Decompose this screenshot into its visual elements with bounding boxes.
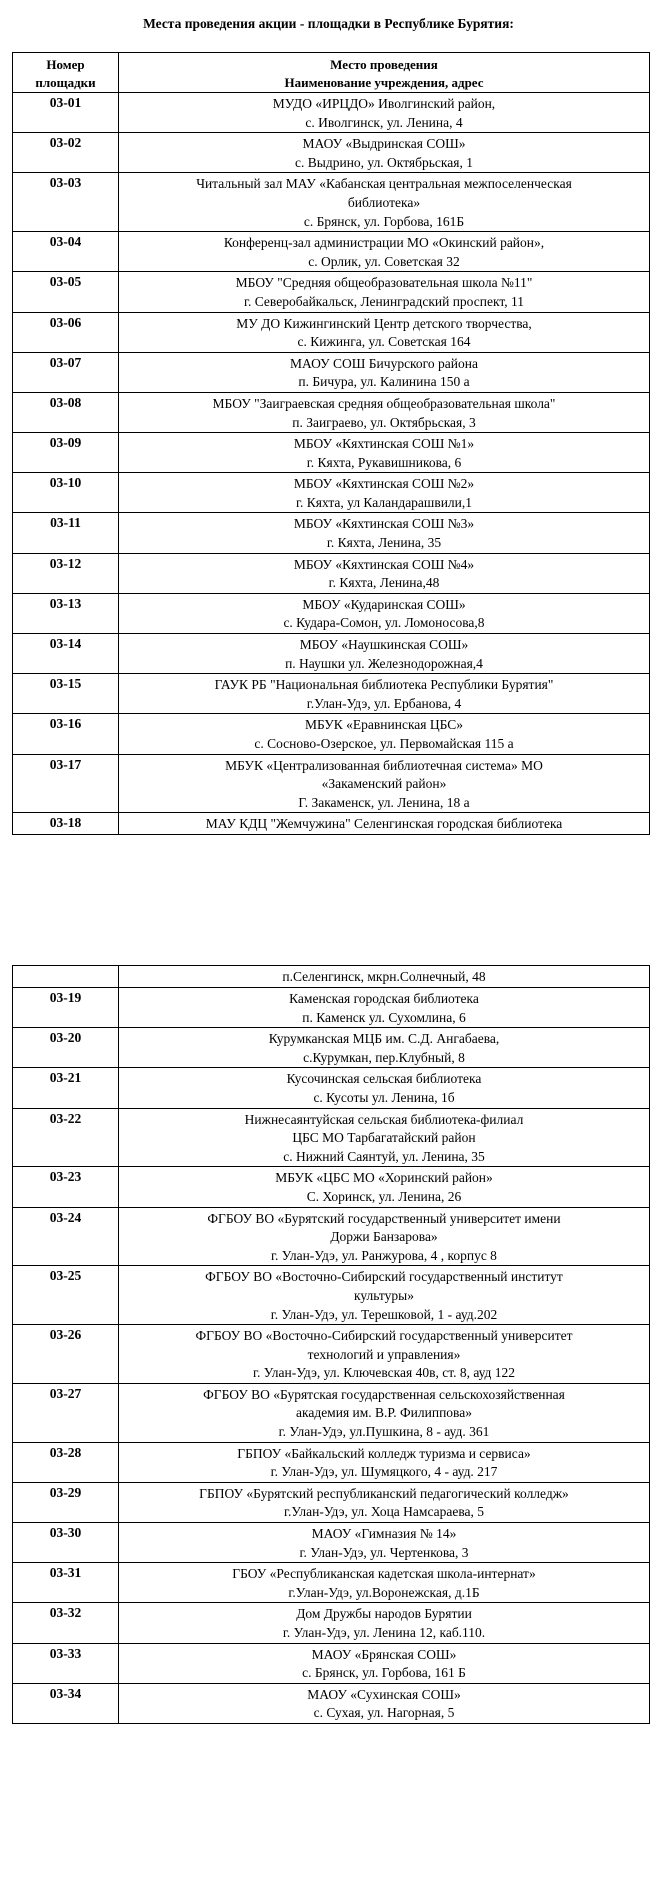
venue-number: 03-29: [13, 1482, 119, 1522]
venue-place-line: технологий и управления»: [307, 1346, 461, 1362]
venue-place: [119, 634, 650, 674]
table-row: [13, 813, 650, 835]
venue-place: [119, 1383, 650, 1442]
venue-number: 03-09: [13, 433, 119, 473]
table-row: [13, 1683, 650, 1723]
venue-place-line: г. Улан-Удэ, ул. Ленина 12, каб.110.: [282, 1625, 486, 1640]
venue-place-line: г. Улан-Удэ, ул.Пушкина, 8 - ауд. 361: [278, 1424, 490, 1440]
venue-place-line: МАОУ «Брянская СОШ»: [311, 1646, 457, 1662]
venue-place-line: с. Выдрино, ул. Октябрьская, 1: [295, 154, 473, 170]
table-row: [13, 714, 650, 754]
venue-place: [119, 133, 650, 173]
table-row: [13, 1523, 650, 1563]
venue-number: 03-15: [13, 674, 119, 714]
venue-place-line: ЦБС МО Тарбагатайский район: [292, 1130, 476, 1146]
venue-number: 03-20: [13, 1028, 119, 1068]
venue-place-line: МБУК «ЦБС МО «Хоринский район»: [275, 1170, 493, 1186]
venue-number: 03-25: [13, 1266, 119, 1325]
venue-place: [119, 433, 650, 473]
table-row: [13, 966, 650, 988]
venue-number: [13, 966, 119, 988]
venue-place-line: п. Заиграево, ул. Октябрьская, 3: [292, 414, 476, 430]
venue-number: 03-06: [13, 312, 119, 352]
table-row: [13, 553, 650, 593]
venue-place-line: г. Кяхта, Ленина,48: [328, 575, 440, 591]
venue-place: [119, 473, 650, 513]
table-row: [13, 1108, 650, 1167]
venue-place-line: МАУ КДЦ "Жемчужина" Селенгинская городская библиотека: [205, 816, 563, 832]
venue-place-line: Каменская городская библиотека: [289, 991, 479, 1006]
venue-number: 03-11: [13, 513, 119, 553]
table-row: [13, 1383, 650, 1442]
venue-place-line: МАОУ СОШ Бичурского района: [290, 355, 478, 371]
venue-place-line: академия им. В.Р. Филиппова»: [295, 1405, 472, 1421]
venue-place: [119, 1603, 650, 1643]
venue-number: 03-31: [13, 1563, 119, 1603]
venue-place-line: Г. Закаменск, ул. Ленина, 18 а: [298, 794, 470, 810]
venue-place-line: с. Орлик, ул. Советская 32: [308, 253, 460, 269]
header-number: [13, 53, 119, 93]
venue-place-line: с. Сухая, ул. Нагорная, 5: [313, 1705, 455, 1721]
venue-place-line: МБОУ "Средняя общеобразовательная школа №11": [235, 275, 533, 291]
venue-place-line: г. Кяхта, Ленина, 35: [326, 535, 442, 551]
table-row: [13, 392, 650, 432]
venue-place-line: МАОУ «Гимназия № 14»: [311, 1526, 457, 1542]
venue-place-line: г.Улан-Удэ, ул.Воронежская, д.1Б: [288, 1584, 480, 1600]
venue-place-line: Кусочинская сельская библиотека: [286, 1071, 482, 1087]
table-row: [13, 754, 650, 813]
venue-place-line: г.Улан-Удэ, ул. Ербанова, 4: [306, 695, 462, 711]
venue-place-line: г. Северобайкальск, Ленинградский проспект, 11: [244, 293, 524, 309]
venue-place-line: МБОУ «Кяхтинская СОШ №4»: [293, 556, 475, 572]
venue-place-line: г. Улан-Удэ, ул. Терешковой, 1 - ауд.202: [270, 1306, 498, 1322]
venue-place-line: ГАУК РБ "Национальная библиотека Республики Бурятия": [214, 677, 554, 693]
header-place: [119, 53, 650, 93]
venue-number: 03-28: [13, 1442, 119, 1482]
venue-place: [119, 352, 650, 392]
table-row: [13, 1068, 650, 1108]
venue-place: [119, 392, 650, 432]
venue-number: 03-34: [13, 1683, 119, 1723]
venue-number: 03-30: [13, 1523, 119, 1563]
venue-place-line: МБОУ «Кяхтинская СОШ №1»: [293, 436, 475, 452]
venue-place-line: МБОУ "Заиграевская средняя общеобразовательная школа": [212, 395, 556, 411]
venue-place: [119, 553, 650, 593]
header-number-line-2: площадки: [35, 75, 96, 90]
table-row: [13, 433, 650, 473]
venue-place-line: МАОУ «Сухинская СОШ»: [307, 1686, 461, 1702]
venue-place-line: МБОУ «Кударинская СОШ»: [302, 596, 466, 612]
venue-place-line: культуры»: [354, 1287, 414, 1303]
venue-place-line: г. Улан-Удэ, ул. Ранжурова, 4 , корпус 8: [271, 1247, 497, 1263]
venue-place-line: МУ ДО Кижингинский Центр детского творчества,: [236, 315, 532, 331]
venue-place-line: г. Кяхта, ул Каландарашвили,1: [295, 494, 473, 510]
venue-place-line: с.Курумкан, пер.Клубный, 8: [303, 1049, 465, 1065]
table-row: [13, 1266, 650, 1325]
table-row: [13, 272, 650, 312]
venue-place: [119, 232, 650, 272]
venue-number: 03-10: [13, 473, 119, 513]
venue-place: [119, 1068, 650, 1108]
venue-place-line: Конференц-зал администрации МО «Окинский район»,: [223, 235, 545, 251]
venue-place-line: с. Иволгинск, ул. Ленина, 4: [305, 114, 463, 130]
venue-place-line: ГБПОУ «Байкальский колледж туризма и сервиса»: [237, 1445, 531, 1461]
table-row: [13, 173, 650, 232]
venue-place-line: МУДО «ИРЦДО» Иволгинский район,: [272, 96, 496, 111]
venue-place-line: ФГБОУ ВО «Восточно-Сибирский государственный институт: [205, 1269, 563, 1285]
venue-place: [119, 513, 650, 553]
venue-place: [119, 593, 650, 633]
page-title: Места проведения акции - площадки в Республике Бурятия:: [143, 16, 514, 31]
venue-number: 03-19: [13, 988, 119, 1028]
table-row: [13, 674, 650, 714]
table-row: [13, 1028, 650, 1068]
venue-place-line: г.Улан-Удэ, ул. Хоца Намсараева, 5: [283, 1504, 485, 1520]
venue-number: 03-23: [13, 1167, 119, 1207]
venue-place-line: г. Улан-Удэ, ул. Шумяцкого, 4 - ауд. 217: [270, 1464, 498, 1480]
table-row: [13, 232, 650, 272]
venue-place: [119, 272, 650, 312]
venue-number: 03-17: [13, 754, 119, 813]
header-number-line-1: Номер: [46, 57, 85, 72]
venue-number: 03-16: [13, 714, 119, 754]
table-row: [13, 1442, 650, 1482]
table-row: [13, 352, 650, 392]
venue-place: [119, 1563, 650, 1603]
table-row: [13, 1603, 650, 1643]
venue-number: 03-13: [13, 593, 119, 633]
venue-place-line: с. Нижний Саянтуй, ул. Ленина, 35: [283, 1148, 485, 1164]
venue-number: 03-21: [13, 1068, 119, 1108]
venue-place-line: Курумканская МЦБ им. С.Д. Ангабаева,: [268, 1031, 500, 1047]
venue-place-line: МБОУ «Кяхтинская СОШ №2»: [293, 476, 475, 492]
header-place-line-2: Наименование учреждения, адрес: [284, 75, 484, 90]
venue-place: [119, 813, 650, 835]
venue-number: 03-03: [13, 173, 119, 232]
venue-number: 03-01: [13, 93, 119, 133]
venue-place-line: Доржи Банзарова»: [330, 1229, 438, 1245]
venue-place-line: ГБПОУ «Бурятский республиканский педагогический колледж»: [199, 1485, 569, 1501]
table-row: [13, 593, 650, 633]
header-place-line-1: Место проведения: [330, 57, 438, 72]
venue-place-line: с. Кижинга, ул. Советская 164: [297, 334, 471, 350]
table-row: [13, 1325, 650, 1384]
table-row: [13, 312, 650, 352]
venue-place-line: МАОУ «Выдринская СОШ»: [302, 136, 466, 152]
venue-place: [119, 1167, 650, 1207]
venue-place-line: с. Сосново-Озерское, ул. Первомайская 115 а: [254, 736, 514, 751]
venue-place: [119, 1108, 650, 1167]
table-row: [13, 988, 650, 1028]
venue-place-line: МБОУ «Наушкинская СОШ»: [299, 637, 469, 653]
venue-place: [119, 1325, 650, 1384]
venue-place-line: п.Селенгинск, мкрн.Солнечный, 48: [282, 969, 486, 984]
table-row: [13, 473, 650, 513]
venue-number: 03-07: [13, 352, 119, 392]
venues-table-part-2: [12, 965, 650, 1724]
table-row: [13, 1482, 650, 1522]
venue-number: 03-24: [13, 1207, 119, 1266]
venue-place-line: Нижнесаянтуйская сельская библиотека-филиал: [244, 1111, 524, 1127]
venue-place: [119, 1482, 650, 1522]
venue-place: [119, 1643, 650, 1683]
venue-place-line: п. Бичура, ул. Калинина 150 а: [298, 374, 470, 390]
table-body-part-2: [13, 966, 650, 1724]
table-row: [13, 93, 650, 133]
venue-number: 03-22: [13, 1108, 119, 1167]
venue-number: 03-05: [13, 272, 119, 312]
venue-place-line: С. Хоринск, ул. Ленина, 26: [306, 1188, 462, 1204]
venue-number: 03-33: [13, 1643, 119, 1683]
venue-place-line: с. Кусоты ул. Ленина, 1б: [313, 1089, 455, 1105]
table-row: [13, 1563, 650, 1603]
venue-place-line: г. Улан-Удэ, ул. Ключевская 40в, ст. 8, ауд 122: [252, 1365, 516, 1381]
venue-place: [119, 1523, 650, 1563]
venue-place-line: МБУК «Еравнинская ЦБС»: [304, 717, 464, 733]
venue-number: 03-18: [13, 813, 119, 835]
venue-place: [119, 173, 650, 232]
venue-place: [119, 1266, 650, 1325]
venue-place-line: «Закаменский район»: [321, 776, 447, 792]
venue-place: [119, 1683, 650, 1723]
venue-place-line: МБОУ «Кяхтинская СОШ №3»: [293, 516, 475, 532]
venue-place: [119, 966, 650, 988]
table-row: [13, 1167, 650, 1207]
venue-place-line: г. Кяхта, Рукавишникова, 6: [306, 454, 462, 470]
venue-place-line: с. Брянск, ул. Горбова, 161Б: [303, 213, 465, 229]
venue-place-line: ФГБОУ ВО «Бурятская государственная сельскохозяйственная: [203, 1386, 565, 1402]
table-header-row: [13, 53, 650, 93]
venue-number: 03-32: [13, 1603, 119, 1643]
venue-place-line: г. Улан-Удэ, ул. Чертенкова, 3: [299, 1544, 469, 1560]
venue-number: 03-14: [13, 634, 119, 674]
venue-place: [119, 312, 650, 352]
venue-place-line: с. Брянск, ул. Горбова, 161 Б: [302, 1665, 466, 1681]
table-row: [13, 1207, 650, 1266]
venue-place: [119, 1442, 650, 1482]
venue-place-line: библиотека»: [347, 194, 421, 210]
table-row: [13, 513, 650, 553]
venues-table-part-1: [12, 52, 650, 835]
table-row: [13, 634, 650, 674]
venue-place-line: с. Кудара-Сомон, ул. Ломоносова,8: [283, 615, 485, 631]
venue-place: [119, 674, 650, 714]
venue-place-line: ФГБОУ ВО «Восточно-Сибирский государственный университет: [195, 1328, 573, 1344]
venue-place-line: п. Каменск ул. Сухомлина, 6: [302, 1009, 466, 1025]
venue-number: 03-04: [13, 232, 119, 272]
venue-place-line: Читальный зал МАУ «Кабанская центральная межпоселенческая: [196, 176, 572, 192]
venue-place-line: ФГБОУ ВО «Бурятский государственный университет имени: [207, 1210, 561, 1226]
venue-number: 03-08: [13, 392, 119, 432]
venue-place-line: Дом Дружбы народов Бурятии: [296, 1606, 472, 1622]
venue-number: 03-02: [13, 133, 119, 173]
table-row: [13, 1643, 650, 1683]
venue-place-line: МБУК «Централизованная библиотечная система» МО: [225, 757, 543, 773]
venue-number: 03-26: [13, 1325, 119, 1384]
venue-place: [119, 1207, 650, 1266]
venue-place-line: п. Наушки ул. Железнодорожная,4: [285, 655, 483, 671]
venue-place: [119, 988, 650, 1028]
venue-number: 03-12: [13, 553, 119, 593]
venue-number: 03-27: [13, 1383, 119, 1442]
venue-place-line: ГБОУ «Республиканская кадетская школа-интернат»: [232, 1566, 536, 1582]
table-row: [13, 133, 650, 173]
table-body-part-1: [13, 93, 650, 835]
venue-place: [119, 714, 650, 754]
venue-place: [119, 1028, 650, 1068]
venue-place: [119, 754, 650, 813]
venue-place: [119, 93, 650, 133]
